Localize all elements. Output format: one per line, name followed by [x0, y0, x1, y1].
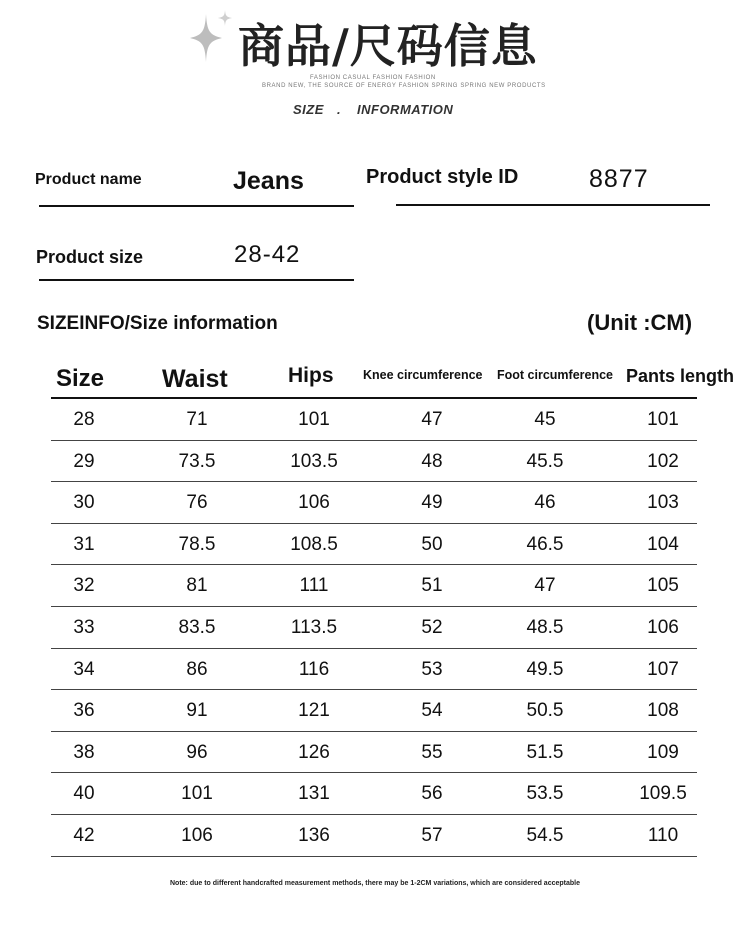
- table-cell: 108.5: [290, 533, 338, 555]
- table-cell: 54.5: [526, 824, 564, 846]
- table-cell: 47: [421, 409, 443, 430]
- table-cell: 29: [73, 450, 95, 472]
- table-cell: 101: [647, 409, 679, 430]
- table-cell: 106: [298, 492, 330, 514]
- table-cell: 56: [421, 783, 443, 805]
- table-cell: 78.5: [178, 533, 216, 555]
- table-cell: 42: [73, 824, 95, 846]
- table-cell: 121: [298, 700, 330, 722]
- table-cell: 38: [73, 741, 95, 763]
- subheading-size: SIZE: [293, 102, 324, 117]
- table-cell: 91: [186, 700, 208, 722]
- table-cell: 40: [73, 783, 95, 805]
- table-cell: 51: [421, 575, 443, 597]
- header-knee: Knee circumference: [363, 368, 483, 382]
- product-name-value: Jeans: [233, 167, 304, 195]
- table-row: [51, 773, 697, 815]
- table-cell: 108: [647, 700, 679, 722]
- header-size: Size: [56, 365, 105, 392]
- header-foot: Foot circumference: [497, 368, 614, 382]
- table-cell: 131: [298, 783, 330, 805]
- table-cell: 48.5: [526, 616, 564, 638]
- product-style-value: 8877: [589, 165, 649, 193]
- divider: [396, 204, 710, 206]
- table-cell: 83.5: [178, 616, 216, 638]
- table-cell: 101: [298, 409, 330, 430]
- subheading-dot: .: [337, 102, 342, 117]
- product-size-label: Product size: [36, 247, 144, 267]
- footnote: Note: due to different handcrafted measurement methods, there may be 1-2CM variations, which are considered acceptable: [170, 880, 580, 887]
- table-cell: 102: [647, 450, 679, 472]
- table-cell: 109: [647, 741, 679, 763]
- table-row: [51, 482, 697, 524]
- sparkle-icon: [188, 8, 234, 66]
- table-cell: 28: [73, 409, 95, 430]
- table-cell: 101: [181, 783, 213, 805]
- table-cell: 48: [421, 450, 443, 472]
- table-cell: 50.5: [526, 700, 564, 722]
- table-cell: 126: [298, 741, 330, 763]
- table-cell: 31: [73, 533, 95, 555]
- table-cell: 106: [647, 616, 679, 638]
- table-row: [51, 815, 697, 857]
- table-cell: 76: [186, 492, 208, 514]
- table-cell: 113.5: [290, 616, 338, 638]
- table-row: [51, 441, 697, 483]
- table-cell: 51.5: [526, 741, 564, 763]
- table-cell: 36: [73, 700, 95, 722]
- size-table: [51, 399, 697, 857]
- table-cell: 45.5: [526, 450, 564, 472]
- table-row: [51, 399, 697, 441]
- table-cell: 45: [534, 409, 556, 430]
- unit-label: (Unit :CM): [587, 310, 693, 335]
- table-cell: 109.5: [639, 783, 687, 805]
- table-cell: 81: [186, 575, 208, 597]
- table-cell: 71: [186, 409, 208, 430]
- product-size-value: 28-42: [234, 241, 301, 268]
- subheading-information: INFORMATION: [357, 102, 454, 117]
- table-cell: 57: [421, 824, 443, 846]
- table-cell: 33: [73, 616, 95, 638]
- table-row: [51, 524, 697, 566]
- table-cell: 111: [299, 575, 329, 597]
- table-cell: 73.5: [178, 450, 216, 472]
- table-cell: 136: [298, 824, 330, 846]
- table-cell: 32: [73, 575, 95, 597]
- product-name-label: Product name: [35, 171, 142, 188]
- table-cell: 49: [421, 492, 443, 514]
- table-cell: 53.5: [526, 783, 564, 805]
- page-title: 商品/尺码信息: [238, 19, 538, 73]
- table-cell: 55: [421, 741, 443, 763]
- table-cell: 96: [186, 741, 208, 763]
- table-cell: 104: [647, 533, 679, 555]
- table-cell: 47: [534, 575, 556, 597]
- table-cell: 110: [647, 824, 679, 846]
- table-cell: 49.5: [526, 658, 564, 680]
- table-cell: 53: [421, 658, 443, 680]
- table-cell: 103: [647, 492, 679, 514]
- divider: [39, 279, 354, 281]
- header-hips: Hips: [288, 364, 334, 387]
- header-waist: Waist: [162, 365, 228, 393]
- table-cell: 52: [421, 616, 443, 638]
- table-cell: 46.5: [526, 533, 564, 555]
- table-row: [51, 607, 697, 649]
- header-tagline-1: FASHION CASUAL FASHION FASHION: [310, 75, 436, 81]
- table-row: [51, 649, 697, 691]
- table-cell: 106: [181, 824, 213, 846]
- header-pants-length: Pants length: [626, 366, 735, 386]
- divider: [39, 205, 354, 207]
- table-cell: 46: [534, 492, 556, 514]
- table-row: [51, 565, 697, 607]
- table-row: [51, 732, 697, 774]
- section-title: SIZEINFO/Size information: [37, 313, 278, 334]
- table-cell: 30: [73, 492, 95, 514]
- table-row: [51, 690, 697, 732]
- table-cell: 86: [186, 658, 208, 680]
- table-cell: 107: [647, 658, 679, 680]
- table-cell: 50: [421, 533, 443, 555]
- table-cell: 116: [298, 658, 330, 680]
- table-cell: 34: [73, 658, 95, 680]
- table-cell: 103.5: [290, 450, 338, 472]
- table-cell: 105: [647, 575, 679, 597]
- product-style-label: Product style ID: [366, 166, 519, 188]
- table-cell: 54: [421, 700, 443, 722]
- header-tagline-2: BRAND NEW, THE SOURCE OF ENERGY FASHION SPRING SPRING NEW PRODUCTS: [262, 83, 546, 89]
